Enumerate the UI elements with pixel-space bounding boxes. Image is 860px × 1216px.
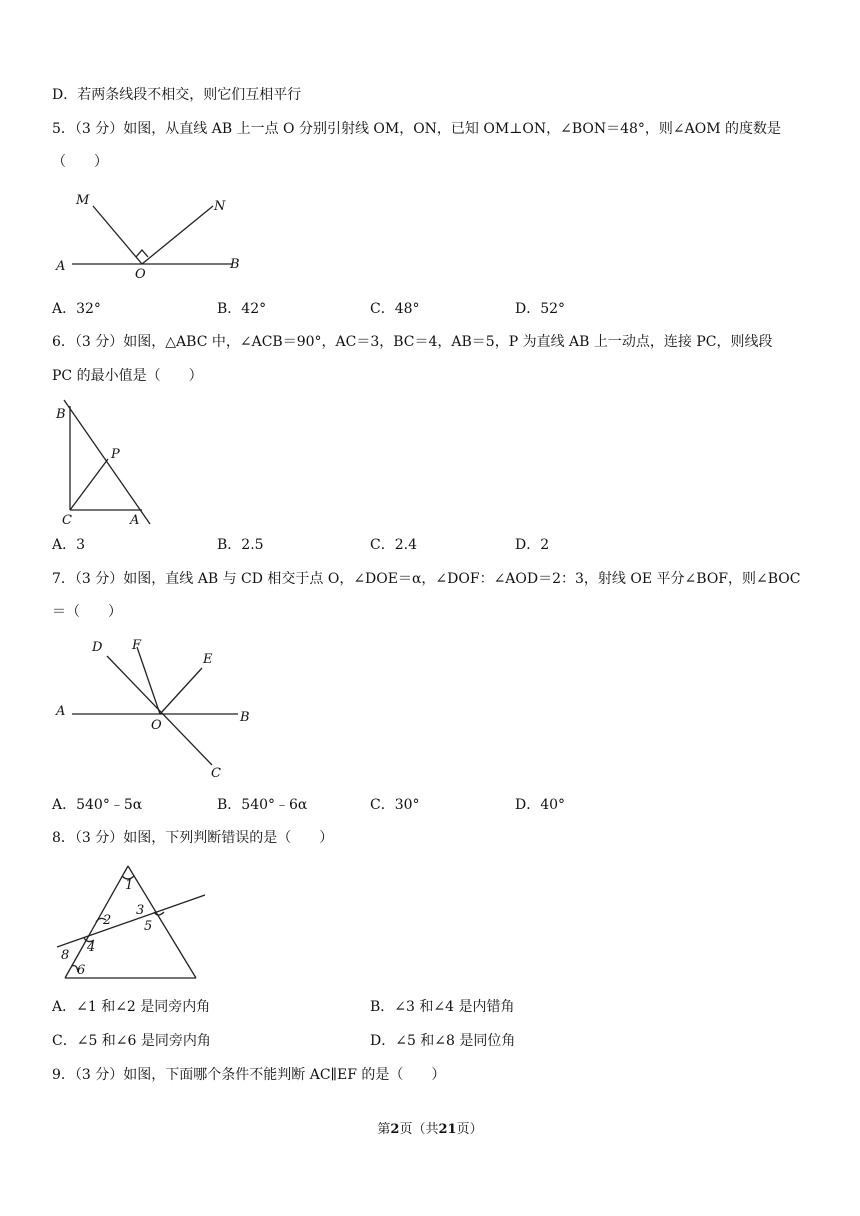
q6-stem-line1: 6．（3 分）如图，△ABC 中，∠ACB＝90°，AC＝3，BC＝4，AB＝5，P 为直线 AB 上一动点，连接 PC，则线段 xyxy=(52,334,773,350)
q6-label-b: B xyxy=(56,407,66,422)
q5-stem-line2: （ ） xyxy=(52,154,108,170)
q6-option-a: A．3 xyxy=(52,537,86,553)
footer-prefix: 第 xyxy=(377,1122,391,1137)
q7-stem-line1: 7．（3 分）如图，直线 AB 与 CD 相交于点 O，∠DOE＝α，∠DOF：∠AOD＝2：3，射线 OE 平分∠BOF，则∠BOC xyxy=(52,571,801,587)
q8-label-4: 4 xyxy=(87,940,96,955)
q5-option-a: A．32° xyxy=(52,301,101,317)
q7-stem-line2: ＝（ ） xyxy=(52,604,122,620)
q6-label-a: A xyxy=(130,513,140,528)
q6-option-c: C．2.4 xyxy=(370,537,417,553)
q7-label-b: B xyxy=(240,710,250,725)
q7-label-c: C xyxy=(211,766,221,781)
q6-segment-pc xyxy=(70,459,108,510)
q8-option-c: C．∠5 和∠6 是同旁内角 xyxy=(52,1033,211,1049)
q4-option-d: D．若两条线段不相交，则它们互相平行 xyxy=(52,87,302,103)
q8-figure xyxy=(50,860,220,985)
q8-triangle-right-side xyxy=(128,866,196,978)
q6-line-ab xyxy=(64,400,150,524)
q6-figure xyxy=(50,400,160,530)
q5-figure xyxy=(50,188,250,283)
q7-figure xyxy=(50,635,260,785)
q7-label-f: F xyxy=(132,638,142,653)
footer-page-number: 2 xyxy=(390,1122,400,1137)
q6-stem-line2: PC 的最小值是（ ） xyxy=(52,368,203,384)
q7-option-b: B．540°﹣6α xyxy=(217,797,308,813)
q6-option-b: B．2.5 xyxy=(217,537,264,553)
q8-option-d: D．∠5 和∠8 是同位角 xyxy=(370,1033,516,1049)
q8-label-2: 2 xyxy=(103,913,112,928)
q5-label-a: A xyxy=(56,259,66,274)
q5-label-m: M xyxy=(76,193,90,208)
q8-stem-line1: 8．（3 分）如图，下列判断错误的是（ ） xyxy=(52,830,334,846)
q5-option-b: B．42° xyxy=(217,301,267,317)
q8-label-1: 1 xyxy=(125,878,134,893)
q8-transversal xyxy=(57,895,205,947)
q8-label-3: 3 xyxy=(136,903,145,918)
q8-option-b: B．∠3 和∠4 是内错角 xyxy=(370,999,515,1015)
q6-label-c: C xyxy=(62,513,72,528)
q5-ray-on xyxy=(142,206,213,264)
q7-line-dc xyxy=(107,656,212,765)
q7-ray-of xyxy=(137,647,160,714)
q7-label-o: O xyxy=(151,718,162,733)
q8-option-a: A．∠1 和∠2 是同旁内角 xyxy=(52,999,211,1015)
q9-stem-line1: 9．（3 分）如图，下面哪个条件不能判断 AC∥EF 的是（ ） xyxy=(52,1067,446,1083)
q7-option-d: D．40° xyxy=(515,797,566,813)
q5-label-b: B xyxy=(230,257,240,272)
q6-label-p: P xyxy=(111,447,120,462)
footer-total-pages: 21 xyxy=(438,1122,457,1137)
q5-option-d: D．52° xyxy=(515,301,566,317)
q5-stem-line1: 5．（3 分）如图，从直线 AB 上一点 O 分别引射线 OM，ON，已知 OM⊥ON，∠BON＝48°，则∠AOM 的度数是 xyxy=(52,121,782,137)
q5-ray-om xyxy=(93,206,142,264)
q7-option-c: C．30° xyxy=(370,797,420,813)
footer-suffix: 页） xyxy=(456,1122,483,1137)
q5-right-angle-mark xyxy=(136,250,148,257)
q7-label-e: E xyxy=(203,652,213,667)
footer-mid: 页（共 xyxy=(399,1122,439,1137)
q7-ray-oe xyxy=(160,668,202,714)
q6-option-d: D．2 xyxy=(515,537,550,553)
q7-option-a: A．540°﹣5α xyxy=(52,797,143,813)
q8-label-8: 8 xyxy=(61,948,70,963)
q5-label-n: N xyxy=(214,199,226,214)
q7-label-a: A xyxy=(56,704,66,719)
q5-option-c: C．48° xyxy=(370,301,420,317)
q7-label-d: D xyxy=(92,640,103,655)
page-footer xyxy=(0,1118,860,1137)
q8-label-6: 6 xyxy=(77,963,86,978)
q5-label-o: O xyxy=(135,267,146,282)
q8-label-5: 5 xyxy=(144,919,153,934)
